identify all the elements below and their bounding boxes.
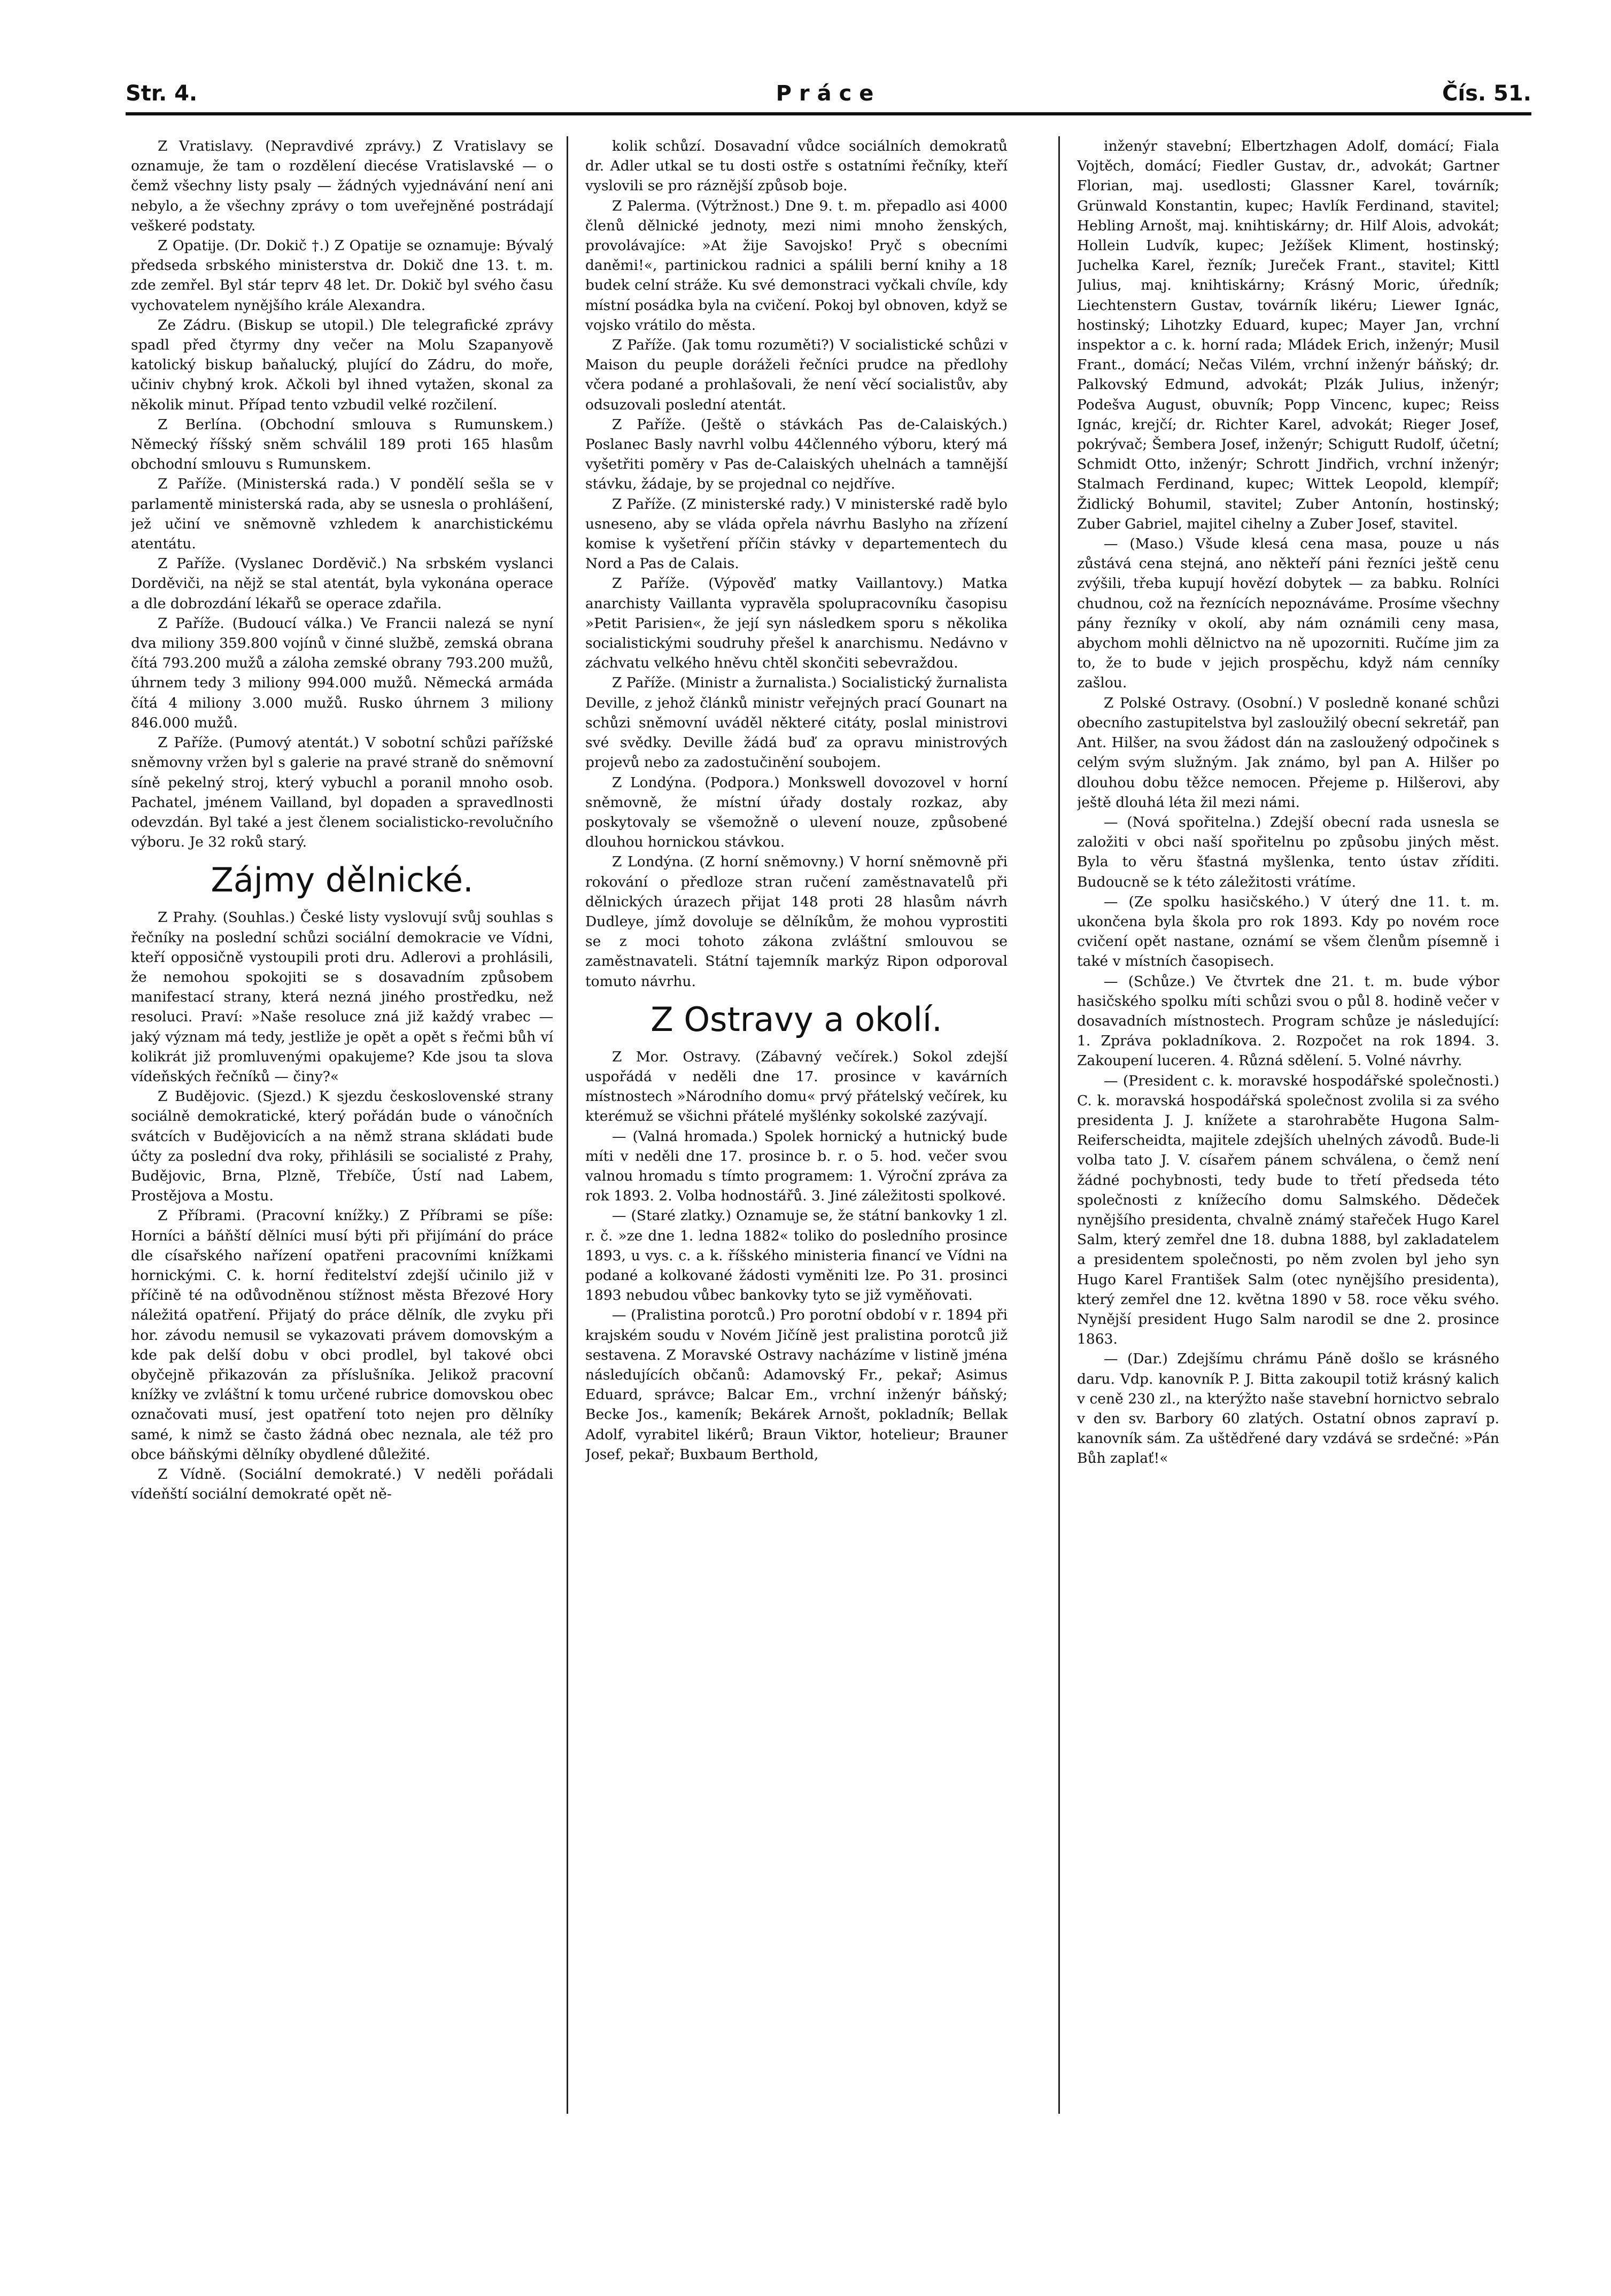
- article: — (Pralistina porotců.) Pro porotní období v r. 1894 při krajském soudu v Novém Jičíně jest pralistina porotců již sestavena. Z Moravské Ostravy nacházíme v listině jména následujících občanů: Adamovský Fr., pekař; Asimus Eduard, správce; Balcar Em., vrchní inženýr báňský; Becke Jos., kameník; Bekárek Arnošt, pokladník; Bellak Adolf, vyrabitel likérů; Braun Viktor, hotelieur; Brauner Josef, pekař; Buxbaum Berthold,: [585, 1307, 1008, 1463]
- article: Z Prahy. (Souhlas.) České listy vyslovují svůj souhlas s řečníky na poslední schůzi sociální demokracie ve Vídni, kteří opposičně vystoupili proti dru. Adlerovi a prohlásili, že nemohou spokojiti se s dosavadním způsobem manifestací strany, která nezná jiného prostředku, než resoluci. Praví: »Naše resoluce zná již každý vrabec — jaký význam má tedy, jestliže je opět a opět s řečmi bůh ví kolikrát již promluvenými opakujeme? Kde jsou ta slova vídeňských řečníků — činy?«: [131, 909, 553, 1085]
- column-1: [131, 136, 553, 2146]
- article: Z Budějovic. (Sjezd.) K sjezdu československé strany sociálně demokratické, který pořádán bude o vánočních svátcích v Budějovicích a na němž strana skládati bude účty za poslední dva roky, přihlásili se socialisté z Prahy, Budějovic, Brna, Plzně, Třebíče, Ústí nad Labem, Prostějova a Mostu.: [131, 1088, 553, 1205]
- article: Z Paříže. (Ministr a žurnalista.) Socialistický žurnalista Deville, z jehož článků ministr veřejných prací Gounart na schůzi sněmovní uváděl některé citáty, poslal ministrovi své svědky. Deville žádá buď za opravu ministrových projevů nebo za zadostučinění soubojem.: [585, 674, 1008, 771]
- article: Z Paříže. (Pumový atentát.) V sobotní schůzi pařížské sněmovny vržen byl s galerie na pravé straně do sněmovní síně pekelný stroj, který vybuchl a poranil mnoho osob. Pachatel, jménem Vailland, byl dopaden a spravedlnosti odevzdán. Byl také a jest členem socialisticko-revolučního výboru. Je 32 roků starý.: [131, 734, 553, 851]
- article: — (Dar.) Zdejšímu chrámu Páně došlo se krásného daru. Vdp. kanovník P. J. Bitta zakoupil totiž krásný kalich v ceně 230 zl., na kterýžto naše stavební hornictvo sebralo v den sv. Barbory 60 zlatých. Ostatní obnos zapraví p. kanovník sám. Za uštědřené dary vzdává se srdečné: »Pán Bůh zaplať!«: [1077, 1351, 1499, 1467]
- article: Z Londýna. (Podpora.) Monkswell dovozovel v horní sněmovně, že místní úřady dostaly rozkaz, aby poskytovaly se všemožně o ulevení nouze, způsobené dlouhou hornickou stávkou.: [585, 774, 1008, 851]
- article: Z Londýna. (Z horní sněmovny.) V horní sněmovně při rokování o předloze stran ručení zaměstnavatelů při dělnických úrazech přijat 148 proti 28 hlasům návrh Dudleye, jímž dovoluje se dělníkům, že mohou vyprostiti se z moci tohoto zákona zvláštní smlouvou se zaměstnavateli. Státní tajemník markýz Ripon odporoval tomuto návrhu.: [585, 854, 1008, 990]
- article: Z Palerma. (Výtržnost.) Dne 9. t. m. přepadlo asi 4000 členů dělnické jednoty, mezi nimi mnoho ženských, provolávajíce: »At žije Savojsko! Pryč s obecními daněmi!«, partinickou radnici a spálili berní knihy a 18 budek celní stráže. Ku své demonstraci vyčkali chvíle, kdy místní posádka byla na cvičení. Pokoj byl obnoven, když se vojsko vrátilo do města.: [585, 197, 1008, 333]
- article: — (Maso.) Všude klesá cena masa, pouze u nás zůstává cena stejná, ano někteří páni řezníci ještě cenu zvýšili, třeba kupují hovězí dobytek — za babku. Rolníci chudnou, což na řeznících nepoznáváme. Prosíme všechny pány řezníky v okolí, aby nám oznámili ceny masa, abychom mohli dělnictvo na ně upozorniti. Ručíme jim za to, že to bude v jejich prospěchu, když nám cenníky zašlou.: [1077, 536, 1499, 692]
- article: Z Paříže. (Budoucí válka.) Ve Francii nalezá se nyní dva miliony 359.800 vojínů v činné službě, zemská obrana čítá 793.200 mužů a záloha zemské obrany 793.200 mužů, úhrnem tedy 3 miliony 994.000 mužů. Německá armáda čítá 4 miliony 3.000 mužů. Rusko úhrnem 3 miliony 846.000 mužů.: [131, 615, 553, 731]
- article: Z Opatije. (Dr. Dokič †.) Z Opatije se oznamuje: Bývalý předseda srbského ministerstva dr. Dokič dne 13. t. m. zde zemřel. Byl stár teprv 48 let. Dr. Dokič byl svého času vychovatelem nynějšího krále Alexandra.: [131, 237, 553, 314]
- section-heading: Z Ostravy a okolí.: [650, 999, 942, 1039]
- article: — (Ze spolku hasičského.) V úterý dne 11. t. m. ukončena byla škola pro rok 1893. Kdy po novém roce cvičení opět nastane, oznámí se všem členům písemně i také v místních časopisech.: [1077, 893, 1499, 970]
- article: — (Staré zlatky.) Oznamuje se, že státní bankovky 1 zl. r. č. »ze dne 1. ledna 1882« toliko do posledního prosince 1893, u vys. c. a k. říšského ministeria financí ve Vídni na podané a kolkované žádosti vyměniti lze. Po 31. prosinci 1893 nebudou vůbec bankovky tyto se již vyměňovati.: [585, 1207, 1008, 1304]
- article: Z Paříže. (Vyslanec Dorděvič.) Na srbském vyslanci Dorděviči, na nějž se stal atentát, byla vykonána operace a dle dobrozdání lékařů se operace zdařila.: [131, 555, 553, 612]
- column-rule: [567, 136, 568, 2114]
- page-number: Str. 4.: [126, 81, 198, 106]
- article: Z Vratislavy. (Nepravdivé zprávy.) Z Vratislavy se oznamuje, že tam o rozdělení diecése Vratislavské — o čemž všechny listy psaly — žádných vyjednávání není ani nebylo, a že všechny zprávy o tom uveřejněné postrádají veškeré podstaty.: [131, 138, 553, 234]
- article: Z Polské Ostravy. (Osobní.) V posledně konané schůzi obecního zastupitelstva byl zasloužilý obecní sekretář, pan Ant. Hilšer, na svou žádost dán na zasloužený odpočinek s celým svým služným. Jak známo, byl pan A. Hilšer po dlouhou dobu těžce nemocen. Přejeme p. Hilšerovi, aby ještě dlouhá léta žil mezi námi.: [1077, 694, 1499, 811]
- article: Z Mor. Ostravy. (Zábavný večírek.) Sokol zdejší uspořádá v neděli dne 17. prosince v kavárních místnostech »Národního domu« prvý přátelský večírek, ku kterémuž se všichni přátelé myšlénky sokolské zazývají.: [585, 1048, 1008, 1125]
- article: — (Schůze.) Ve čtvrtek dne 21. t. m. bude výbor hasičského spolku míti schůzi svou o půl 8. hodině večer v dosavadních místnostech. Program schůze je následující: 1. Zpráva pokladníkova. 2. Rozpočet na rok 1894. 3. Zakoupení luceren. 4. Různá sdělení. 5. Volné návrhy.: [1077, 973, 1499, 1069]
- issue-number: Čís. 51.: [1442, 81, 1531, 106]
- article: Ze Zádru. (Biskup se utopil.) Dle telegrafické zprávy spadl před čtyrmy dny večer na Molu Szapanyově katolický biskup baňalucký, plující do Zádru, do moře, učiniv chybný krok. Ačkoli byl ihned vytažen, skonal za několik minut. Případ tento vzbudil velké rozčilení.: [131, 316, 553, 413]
- article: — (Valná hromada.) Spolek hornický a hutnický bude míti v neděli dne 17. prosince b. r. o 5. hod. večer svou valnou hromadu s tímto programem: 1. Výroční zpráva za rok 1893. 2. Volba hodnostářů. 3. Jiné záležitosti spolkové.: [585, 1128, 1008, 1205]
- article: — (Nová spořitelna.) Zdejší obecní rada usnesla se založiti v obci naší spořitelnu po způsobu jiných měst. Byla to věru šťastná myšlenka, tento ústav zříditi. Budoucně se k této záležitosti vrátíme.: [1077, 813, 1499, 890]
- newspaper-title: Práce: [776, 81, 881, 106]
- column-2: [585, 136, 1008, 2146]
- article: inženýr stavební; Elbertzhagen Adolf, domácí; Fiala Vojtěch, domácí; Fiedler Gustav, dr., advokát; Gartner Florian, maj. usedlosti; Glassner Karel, továrník; Grünwald Konstantin, kupec; Havlík Ferdinand, stavitel; Hebling Arnošt, maj. knihtiskárny; dr. Hilf Alois, advokát; Hollein Ludvík, kupec; Ježíšek Kliment, hostinský; Juchelka Karel, řezník; Jureček Frant., stavitel; Kittl Julius, maj. knihtiskárny; Krásný Moric, úředník; Liechtenstern Gustav, továrník likéru; Liewer Ignác, hostinský; Lihotzky Eduard, kupec; Mayer Jan, vrchní inspektor a c. k. horní rada; Mládek Erich, inženýr; Musil Frant., domácí; Nečas Vilém, vrchní inženýr báňský; dr. Palkovský Edmund, advokát; Plzák Julius, inženýr; Podešva August, obuvník; Popp Vincenc, kupec; Reiss Ignác, krejčí; dr. Richter Karel, advokát; Rieger Josef, pokrývač; Šembera Josef, inženýr; Schigutt Rudolf, účetní; Schmidt Otto, inženýr; Schrott Jindřich, vrchní inženýr; Stalmach Ferdinand, kupec; Wittek Leopold, klempíř; Židlický Bohumil, stavitel; Zuber Antonín, hostinský; Zuber Gabriel, majitel cihelny a Zuber Josef, stavitel.: [1077, 138, 1499, 532]
- column-3: [1077, 136, 1499, 2146]
- article: Z Berlína. (Obchodní smlouva s Rumunskem.) Německý říšský sněm schválil 189 proti 165 hlasům obchodní smlouvu s Rumunskem.: [131, 416, 553, 473]
- article: Z Paříže. (Ministerská rada.) V pondělí sešla se v parlamentě ministerská rada, aby se usnesla o prohlášení, jež učiní ve sněmovně vzhledem k anarchistickému atentátu.: [131, 476, 553, 553]
- article: kolik schůzí. Dosavadní vůdce sociálních demokratů dr. Adler utkal se tu dosti ostře s ostatními řečníky, kteří vyslovili se pro ráznější způsob boje.: [585, 138, 1008, 195]
- article: Z Paříže. (Jak tomu rozuměti?) V socialistické schůzi v Maison du peuple doráželi řečníci prudce na předlohy včera podané a prohlašovali, že není věcí socialistův, aby odsuzovali poslední atentát.: [585, 337, 1008, 413]
- article: Z Paříže. (Výpověď matky Vaillantovy.) Matka anarchisty Vaillanta vypravěla spolupracovníku časopisu »Petit Parisien«, že její syn následkem sporu s několika socialistickými soudruhy přešel k anarchismu. Nedávno v záchvatu velkého hněvu chtěl skončiti sebevraždou.: [585, 575, 1008, 672]
- article: Z Vídně. (Sociální demokraté.) V neděli pořádali vídeňští sociální demokraté opět ně-: [131, 1466, 553, 1503]
- article: Z Paříže. (Z ministerské rady.) V ministerské radě bylo usneseno, aby se vláda opřela návrhu Baslyho na zřízení komise k vyšetření příčin stávky v departementech du Nord a Pas de Calais.: [585, 495, 1008, 572]
- column-rule: [1058, 136, 1060, 2114]
- page-header: [126, 80, 1531, 115]
- article: Z Příbrami. (Pracovní knížky.) Z Příbrami se píše: Horníci a báňští dělníci musí býti při přijímání do práce dle císařského nařízení opatřeni pracovními knížkami hornickými. C. k. horní ředitelství zdejší učinilo již v příčině té na odůvodněnou stížnost města Březové Hory náležitá opatření. Přijatý do práce dělník, dle zvyku při hor. závodu nemusil se vykazovati právem domovským a kde pak delší dobu v obci prodlel, byl takové obci obyčejně přikazován za příslušníka. Jelikož pracovní knížky ve zvláštní k tomu určené rubrice domovskou obec označovati musí, jest opatření toto nejen pro dělníky samé, k nimž se často žádná obec neznala, ale též pro obce báňskými dělníky obydlené důležité.: [131, 1207, 553, 1463]
- article: Z Paříže. (Ještě o stávkách Pas de-Calaiských.) Poslanec Basly navrhl volbu 44členného výboru, který má vyšetřiti poměry v Pas de-Calaiských uhelnách a tamnější stávku, žádaje, by se projednal co nejdříve.: [585, 416, 1008, 493]
- article: — (President c. k. moravské hospodářské společnosti.) C. k. moravská hospodářská společnost zvolila si za svého presidenta J. J. knížete a starohraběte Hugona Salm-Reiferscheidta, majitele zdejších uhelných závodů. Bude-li volba tato J. V. císařem pánem schválena, o čemž není žádné pochybnosti, tedy bude to třetí předseda této společnosti z knížecího domu Salmského. Dědeček nynějšího presidenta, chvalně známý stařeček Hugo Karel Salm, který zemřel dne 18. dubna 1888, byl zakladatelem a presidentem společnosti, po něm zvolen byl jeho syn Hugo Karel František Salm (otec nynějšího presidenta), který zemřel dne 12. května 1890 v 58. roce věku svého. Nynější president Hugo Salm narodil se dne 2. prosince 1863.: [1077, 1072, 1499, 1348]
- section-heading: Zájmy dělnické.: [211, 860, 474, 900]
